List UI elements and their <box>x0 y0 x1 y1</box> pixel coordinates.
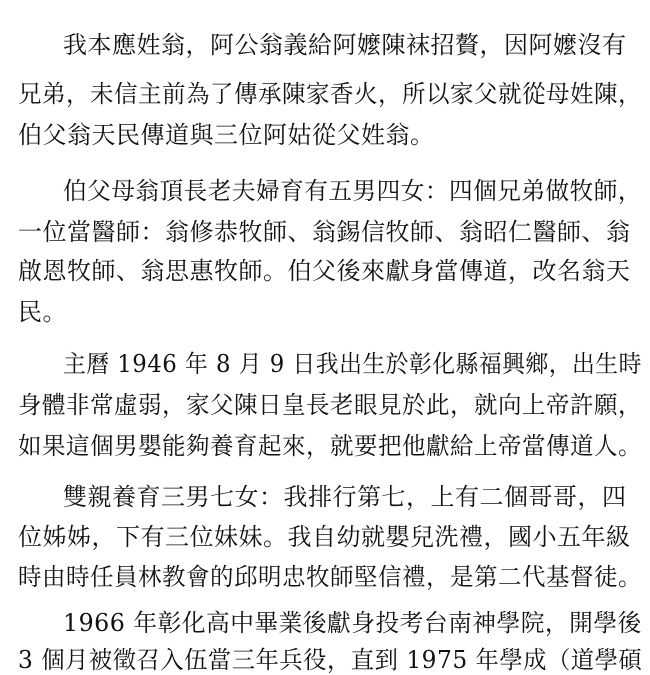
text-line: 雙親養育三男七女：我排行第七，上有二個哥哥，四 <box>63 483 627 511</box>
text-line: 如果這個男嬰能夠養育起來，就要把他獻給上帝當傳道人。 <box>18 432 643 460</box>
text-line: 民。 <box>18 298 67 326</box>
text-line: 啟恩牧師、翁思惠牧師。伯父後來獻身當傳道，改名翁天 <box>18 257 631 285</box>
text-line: 3 個月被徵召入伍當三年兵役，直到 1975 年學成（道學碩 <box>18 646 643 674</box>
text-line: 位姊姊，下有三位妹妹。我自幼就嬰兒洗禮，國小五年級 <box>18 523 631 551</box>
text-line: 1966 年彰化高中畢業後獻身投考台南神學院，開學後 <box>63 609 642 637</box>
text-line: 一位當醫師：翁修恭牧師、翁錫信牧師、翁昭仁醫師、翁 <box>18 218 631 246</box>
text-line: 兄弟，未信主前為了傳承陳家香火，所以家父就從母姓陳， <box>18 80 643 108</box>
text-line: 伯父翁天民傳道與三位阿姑從父姓翁。 <box>18 121 435 149</box>
text-line: 主曆 1946 年 8 月 9 日我出生於彰化縣福興鄉，出生時 <box>63 350 642 378</box>
text-line: 身體非常虛弱，家父陳日皇長老眼見於此，就向上帝許願， <box>18 391 643 419</box>
text-line: 我本應姓翁，阿公翁義給阿嬤陳袜招贅，因阿嬤沒有 <box>63 31 627 59</box>
text-line: 伯父母翁頂長老夫婦育有五男四女：四個兄弟做牧師， <box>63 177 643 205</box>
text-line: 時由時任員林教會的邱明忠牧師堅信禮，是第二代基督徒。 <box>18 563 643 591</box>
